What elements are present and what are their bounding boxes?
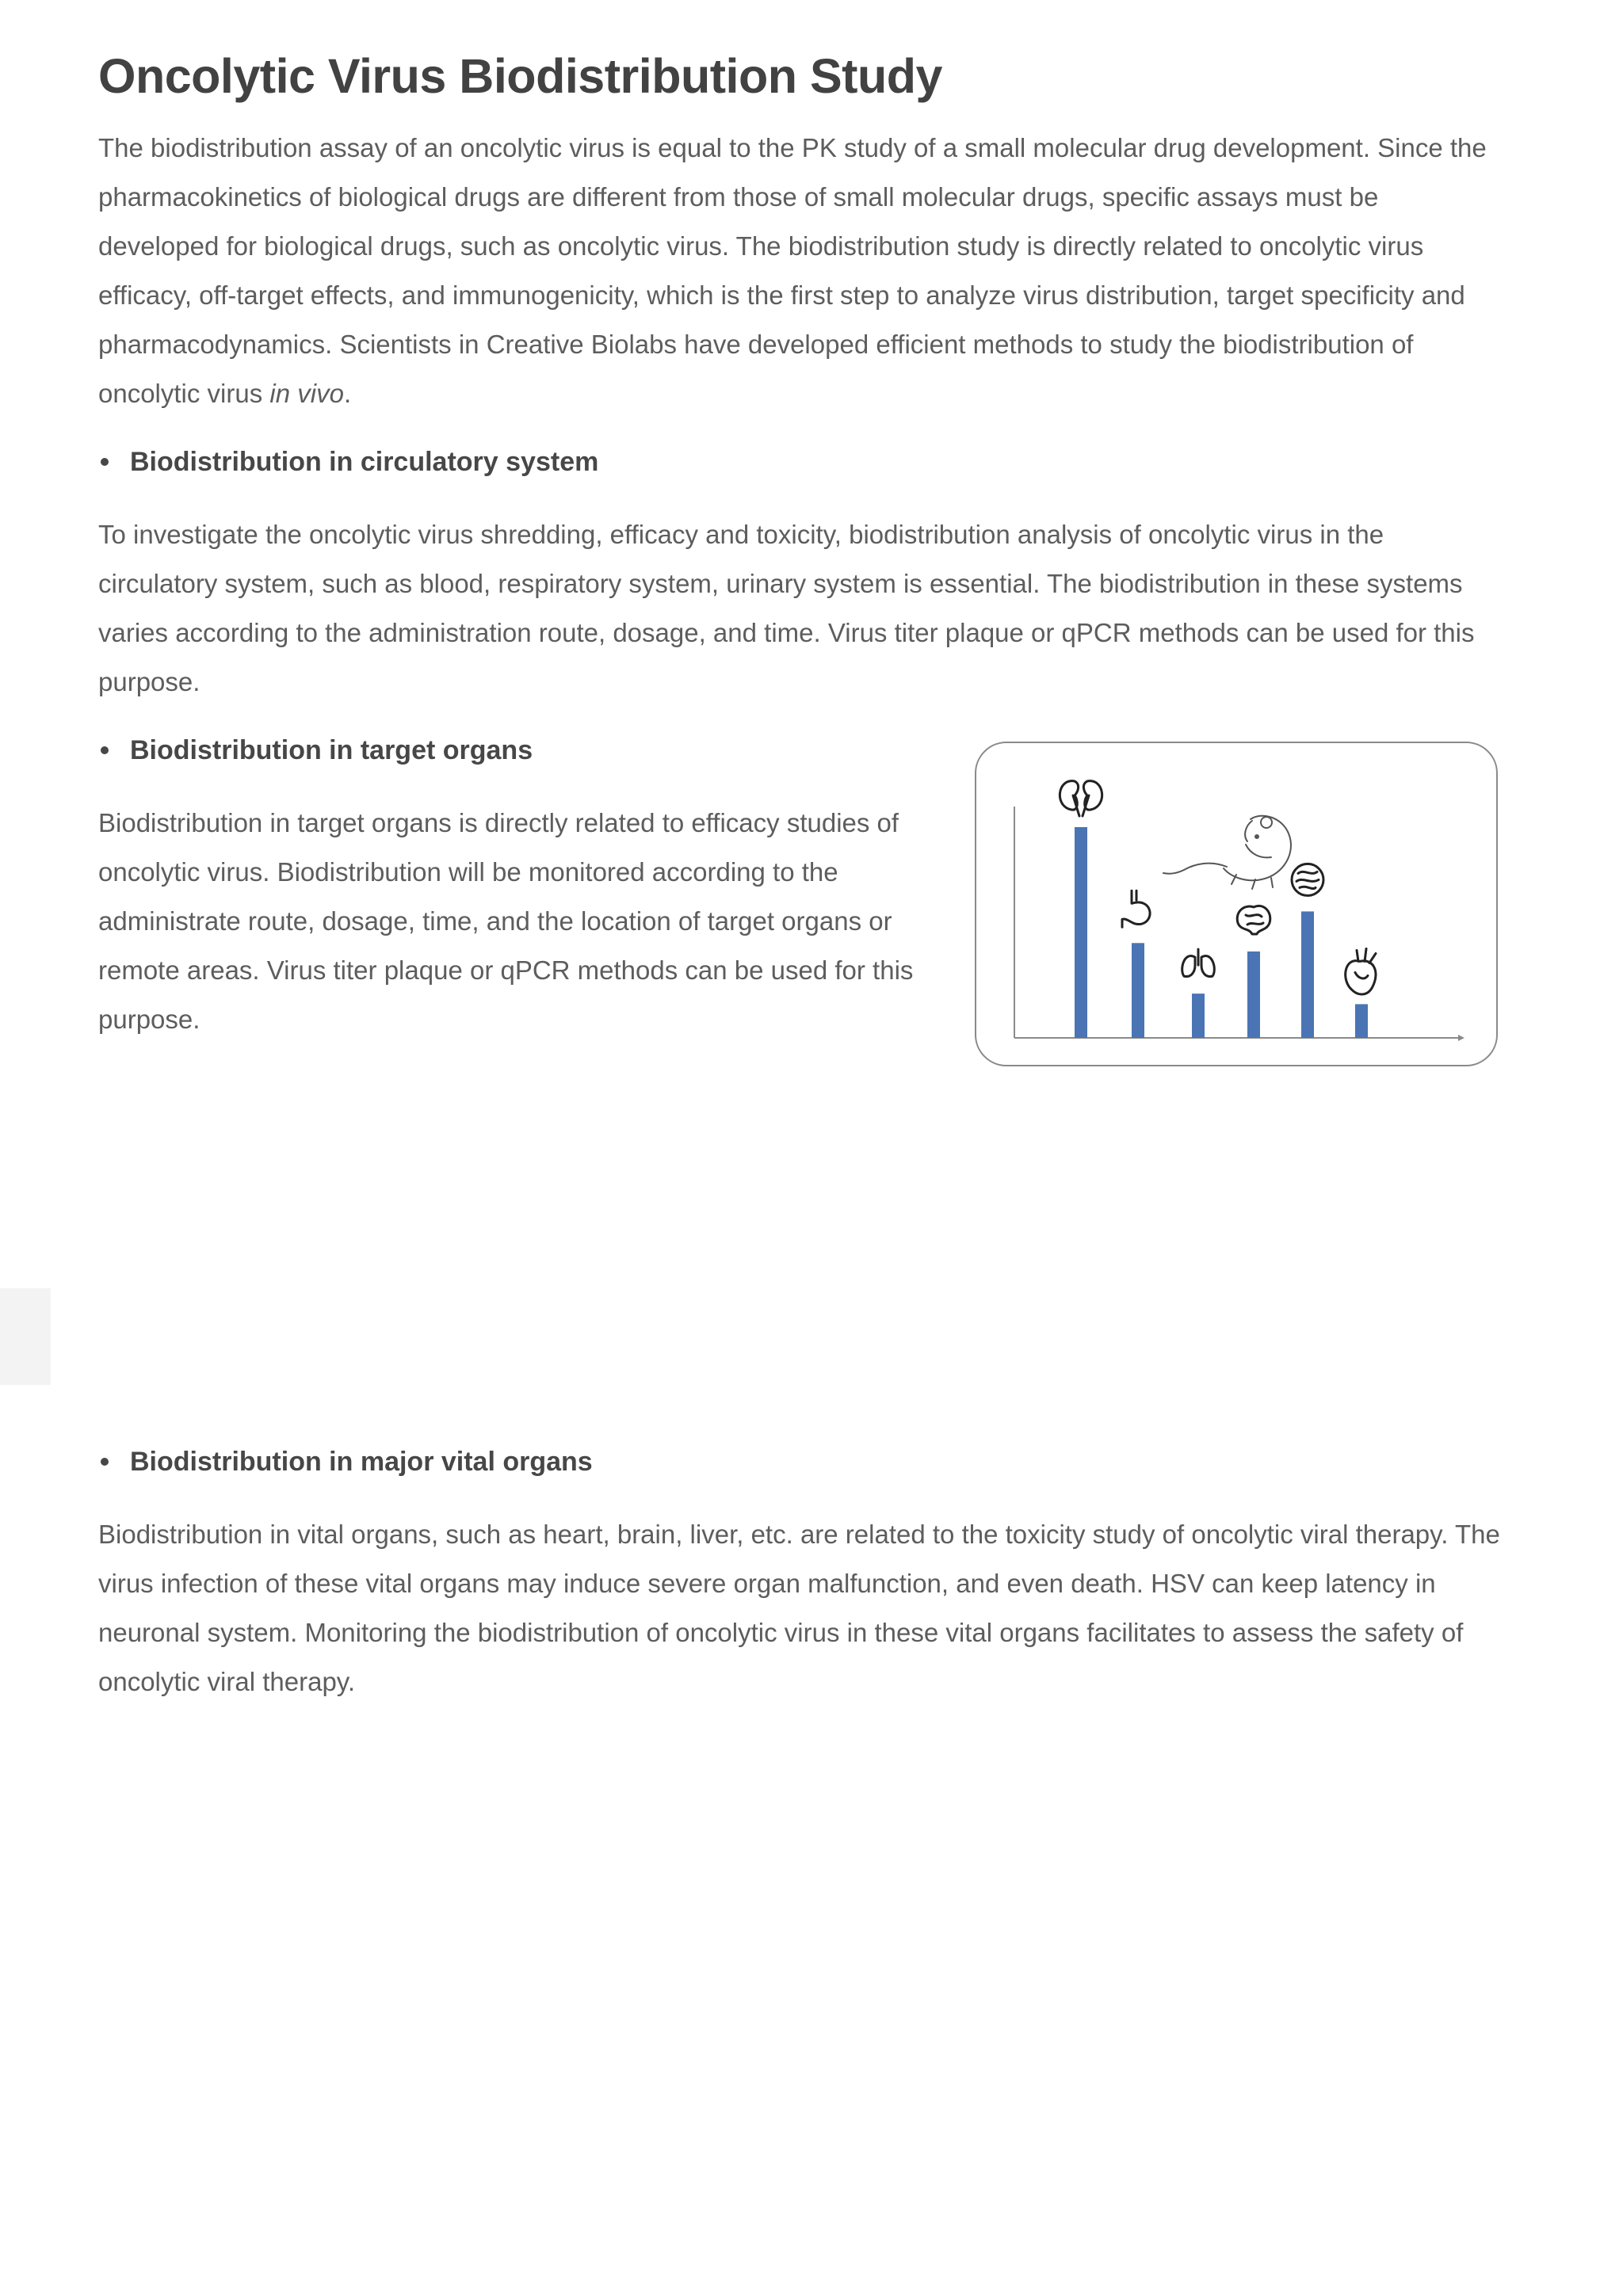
bar-intestine [1301, 911, 1314, 1038]
in-vivo-emphasis: in vivo [269, 379, 344, 408]
mouse-icon [1163, 816, 1291, 889]
section-heading-target-organs: Biodistribution in target organs [98, 726, 1501, 775]
lungs-icon [1182, 949, 1215, 976]
biodistribution-figure [975, 742, 1498, 1066]
section-heading-circulatory: Biodistribution in circulatory system [98, 437, 1501, 486]
section-text-circulatory: To investigate the oncolytic virus shredding, efficacy and toxicity, biodistribution analysis of oncolytic virus in the circulatory system, such as blood, respiratory system, urinary system is essential. The biodistribution in these systems varies according to the administration route, dosage, and time. Virus titer plaque or qPCR methods can be used for this purpose. [98, 520, 1475, 696]
bars-group [1060, 781, 1376, 1038]
bar-stomach [1132, 943, 1144, 1038]
bar-heart [1355, 1004, 1368, 1038]
brain-icon [1237, 906, 1270, 934]
intestine-icon [1292, 864, 1323, 895]
bullet-icon [101, 458, 109, 466]
bar-kidneys [1075, 827, 1087, 1038]
bullet-icon [101, 746, 109, 754]
side-tab[interactable] [0, 1288, 51, 1385]
section-text-target-organs: Biodistribution in target organs is directly related to efficacy studies of oncolytic virus. Biodistribution will be monitored according to the administrate route, dosage, time, and the location of target organs or remote areas. Virus titer plaque or qPCR methods can be used for this purpose. [98, 808, 914, 1034]
heart-icon [1346, 948, 1376, 994]
page-title: Oncolytic Virus Biodistribution Study [98, 49, 942, 103]
article [98, 44, 1501, 1707]
bullet-icon [101, 1458, 109, 1466]
stomach-icon [1122, 891, 1150, 927]
kidneys-icon [1060, 781, 1102, 816]
intro-paragraph: The biodistribution assay of an oncolytic virus is equal to the PK study of a small molecular drug development. Since the pharmacokinetics of biological drugs are different from those of small molecular drugs, specific assays must be developed for biological drugs, such as oncolytic virus. The biodistribution study is directly related to oncolytic virus efficacy, off-target effects, and immunogenicity, which is the first step to analyze virus distribution, target specificity and pharmacodynamics. Scientists in Creative Biolabs have developed efficient methods to study the biodistribution of oncolytic virus in vivo. [98, 133, 1487, 408]
section-heading-vital-organs: Biodistribution in major vital organs [98, 1437, 1501, 1486]
bar-lungs [1192, 994, 1205, 1038]
bar-brain [1247, 952, 1260, 1038]
section-text-vital-organs: Biodistribution in vital organs, such as heart, brain, liver, etc. are related to the toxicity study of oncolytic viral therapy. The virus infection of these vital organs may induce severe organ malfunction, and even death. HSV can keep latency in neuronal system. Monitoring the biodistribution of oncolytic virus in these vital organs facilitates to assess the safety of oncolytic viral therapy. [98, 1520, 1500, 1696]
x-axis-arrow-icon [1458, 1035, 1465, 1041]
biodistribution-illustration [976, 743, 1496, 1065]
